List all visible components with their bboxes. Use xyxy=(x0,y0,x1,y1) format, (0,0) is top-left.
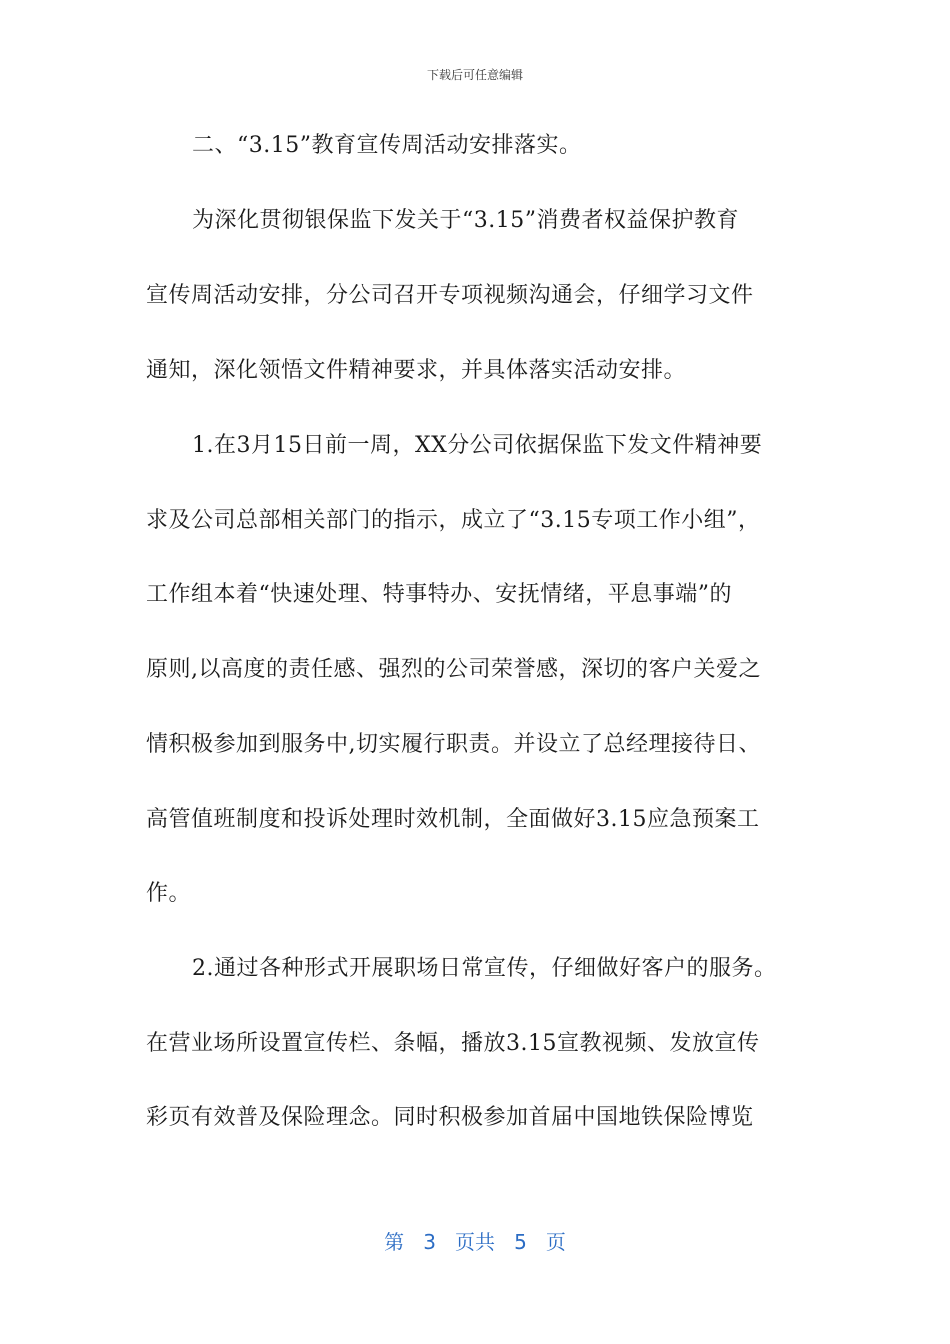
text-line: 1.在3月15日前一周，XX分公司依据保监下发文件精神要 xyxy=(192,433,763,458)
text-line: 彩页有效普及保险理念。同时积极参加首届中国地铁保险博览 xyxy=(146,1105,754,1130)
text-line: 宣传周活动安排，分公司召开专项视频沟通会，仔细学习文件 xyxy=(146,283,754,308)
page-prefix: 第 xyxy=(384,1230,405,1254)
text-line: 情积极参加到服务中,切实履行职责。并设立了总经理接待日、 xyxy=(146,732,761,757)
text-line: 高管值班制度和投诉处理时效机制，全面做好3.15应急预案工 xyxy=(146,807,760,832)
page-mid: 页共 xyxy=(455,1230,495,1254)
text-line: 作。 xyxy=(146,881,192,906)
total-pages-number: 5 xyxy=(514,1230,527,1254)
text-line: 原则,以高度的责任感、强烈的公司荣誉感，深切的客户关爱之 xyxy=(146,657,761,682)
text-line: 在营业场所设置宣传栏、条幅，播放3.15宣教视频、发放宣传 xyxy=(146,1031,760,1056)
header-note: 下载后可任意编辑 xyxy=(426,68,523,82)
current-page-number: 3 xyxy=(423,1230,436,1254)
text-line: 为深化贯彻银保监下发关于“3.15”消费者权益保护教育 xyxy=(192,208,739,233)
text-line: 求及公司总部相关部门的指示，成立了“3.15专项工作小组”， xyxy=(146,508,761,533)
section-heading: 二、“3.15”教育宣传周活动安排落实。 xyxy=(192,133,582,158)
text-line: 通知，深化领悟文件精神要求，并具体落实活动安排。 xyxy=(146,358,687,383)
page-footer xyxy=(0,1226,950,1255)
text-line: 2.通过各种形式开展职场日常宣传，仔细做好客户的服务。 xyxy=(192,956,777,981)
text-line: 工作组本着“快速处理、特事特办、安抚情绪，平息事端”的 xyxy=(146,582,732,607)
page-suffix: 页 xyxy=(545,1230,566,1254)
